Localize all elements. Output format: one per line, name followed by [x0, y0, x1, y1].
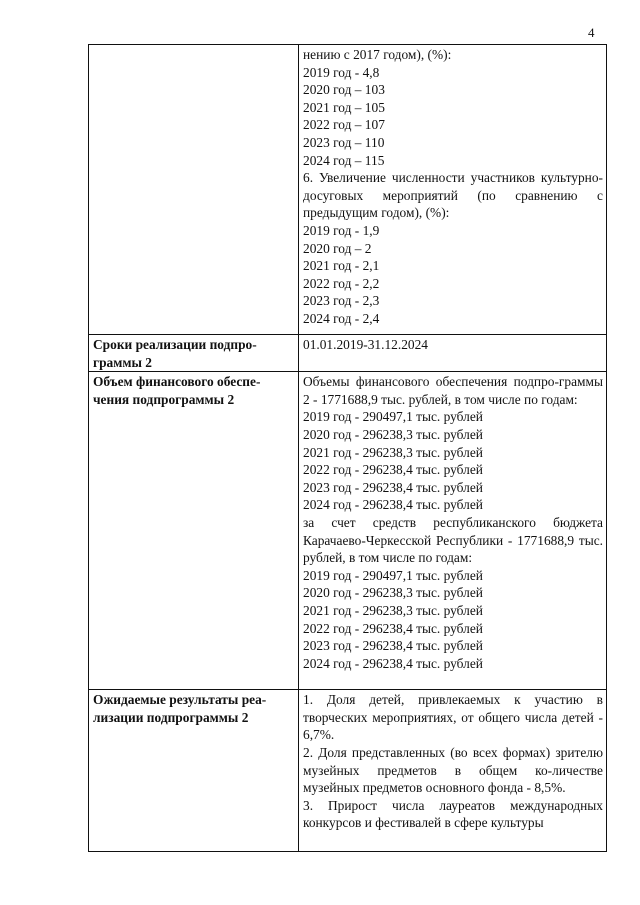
financing-source: за счет средств республиканского бюджета Карачаево-Черкесской Республики - 1771688,9 тыс. рублей, в том числе по годам: — [303, 514, 603, 566]
row-label: Сроки реализации подпро-граммы 2 — [89, 335, 299, 372]
text-line: 2019 год - 1,9 — [303, 222, 380, 238]
financing-year: 2023 год - 296238,4 тыс. рублей — [303, 479, 483, 495]
financing-year: 2019 год - 290497,1 тыс. рублей — [303, 567, 483, 583]
text-line: 2023 год - 2,3 — [303, 293, 380, 309]
expected-result: 1. Доля детей, привлекаемых к участию в творческих мероприятиях, от общего числа детей - 6,7%. — [303, 692, 603, 743]
financing-year: 2024 год - 296238,4 тыс. рублей — [303, 655, 483, 671]
row-label: Объем финансового обеспе-чения подпрограммы 2 — [89, 372, 299, 690]
row-value — [299, 45, 607, 335]
table-row — [89, 372, 607, 690]
financing-intro: Объемы финансового обеспечения подпро-граммы 2 - 1771688,9 тыс. рублей, в том числе по годам: — [303, 374, 603, 407]
financing-year: 2022 год - 296238,4 тыс. рублей — [303, 620, 483, 636]
subprogram-passport-table — [88, 44, 607, 852]
expected-result: 2. Доля представленных (во всех формах) зрителю музейных предметов в общем ко-личестве музейных предметов основного фонда - 8,5%. — [303, 744, 603, 796]
text-line: 2021 год – 105 — [303, 99, 385, 115]
row-label: Ожидаемые результаты реа-лизации подпрограммы 2 — [89, 690, 299, 852]
financing-year: 2019 год - 290497,1 тыс. рублей — [303, 409, 483, 425]
text-line: 2019 год - 4,8 — [303, 64, 380, 80]
text-line: 2024 год - 2,4 — [303, 310, 380, 326]
text-line: 2020 год – 103 — [303, 82, 385, 98]
row-value — [299, 690, 607, 852]
table-row — [89, 690, 607, 852]
expected-result: 3. Прирост числа лауреатов международных конкурсов и фестивалей в сфере культуры — [303, 797, 603, 831]
row-label-empty — [89, 45, 299, 335]
indicator-paragraph: 6. Увеличение численности участников культурно-досуговых мероприятий (по сравнению с предыдущим годом), (%): — [303, 170, 603, 221]
table-row — [89, 335, 607, 372]
financing-year: 2021 год - 296238,3 тыс. рублей — [303, 602, 483, 618]
financing-year: 2023 год - 296238,4 тыс. рублей — [303, 638, 483, 654]
financing-year: 2024 год - 296238,4 тыс. рублей — [303, 497, 483, 513]
text-line: 2022 год - 2,2 — [303, 275, 380, 291]
financing-year: 2020 год - 296238,3 тыс. рублей — [303, 585, 483, 601]
text-line: 2021 год - 2,1 — [303, 258, 380, 274]
text-line: нению с 2017 годом), (%): — [303, 47, 452, 62]
financing-year: 2021 год - 296238,3 тыс. рублей — [303, 444, 483, 460]
financing-year: 2020 год - 296238,3 тыс. рублей — [303, 426, 483, 442]
text-line: 2024 год – 115 — [303, 152, 385, 168]
row-value — [299, 372, 607, 690]
row-value: 01.01.2019-31.12.2024 — [299, 335, 607, 372]
page-number: 4 — [588, 25, 595, 40]
text-line: 2023 год – 110 — [303, 134, 385, 150]
financing-year: 2022 год - 296238,4 тыс. рублей — [303, 462, 483, 478]
text-line: 2022 год – 107 — [303, 117, 385, 133]
table-row — [89, 45, 607, 335]
text-line: 2020 год – 2 — [303, 240, 372, 256]
